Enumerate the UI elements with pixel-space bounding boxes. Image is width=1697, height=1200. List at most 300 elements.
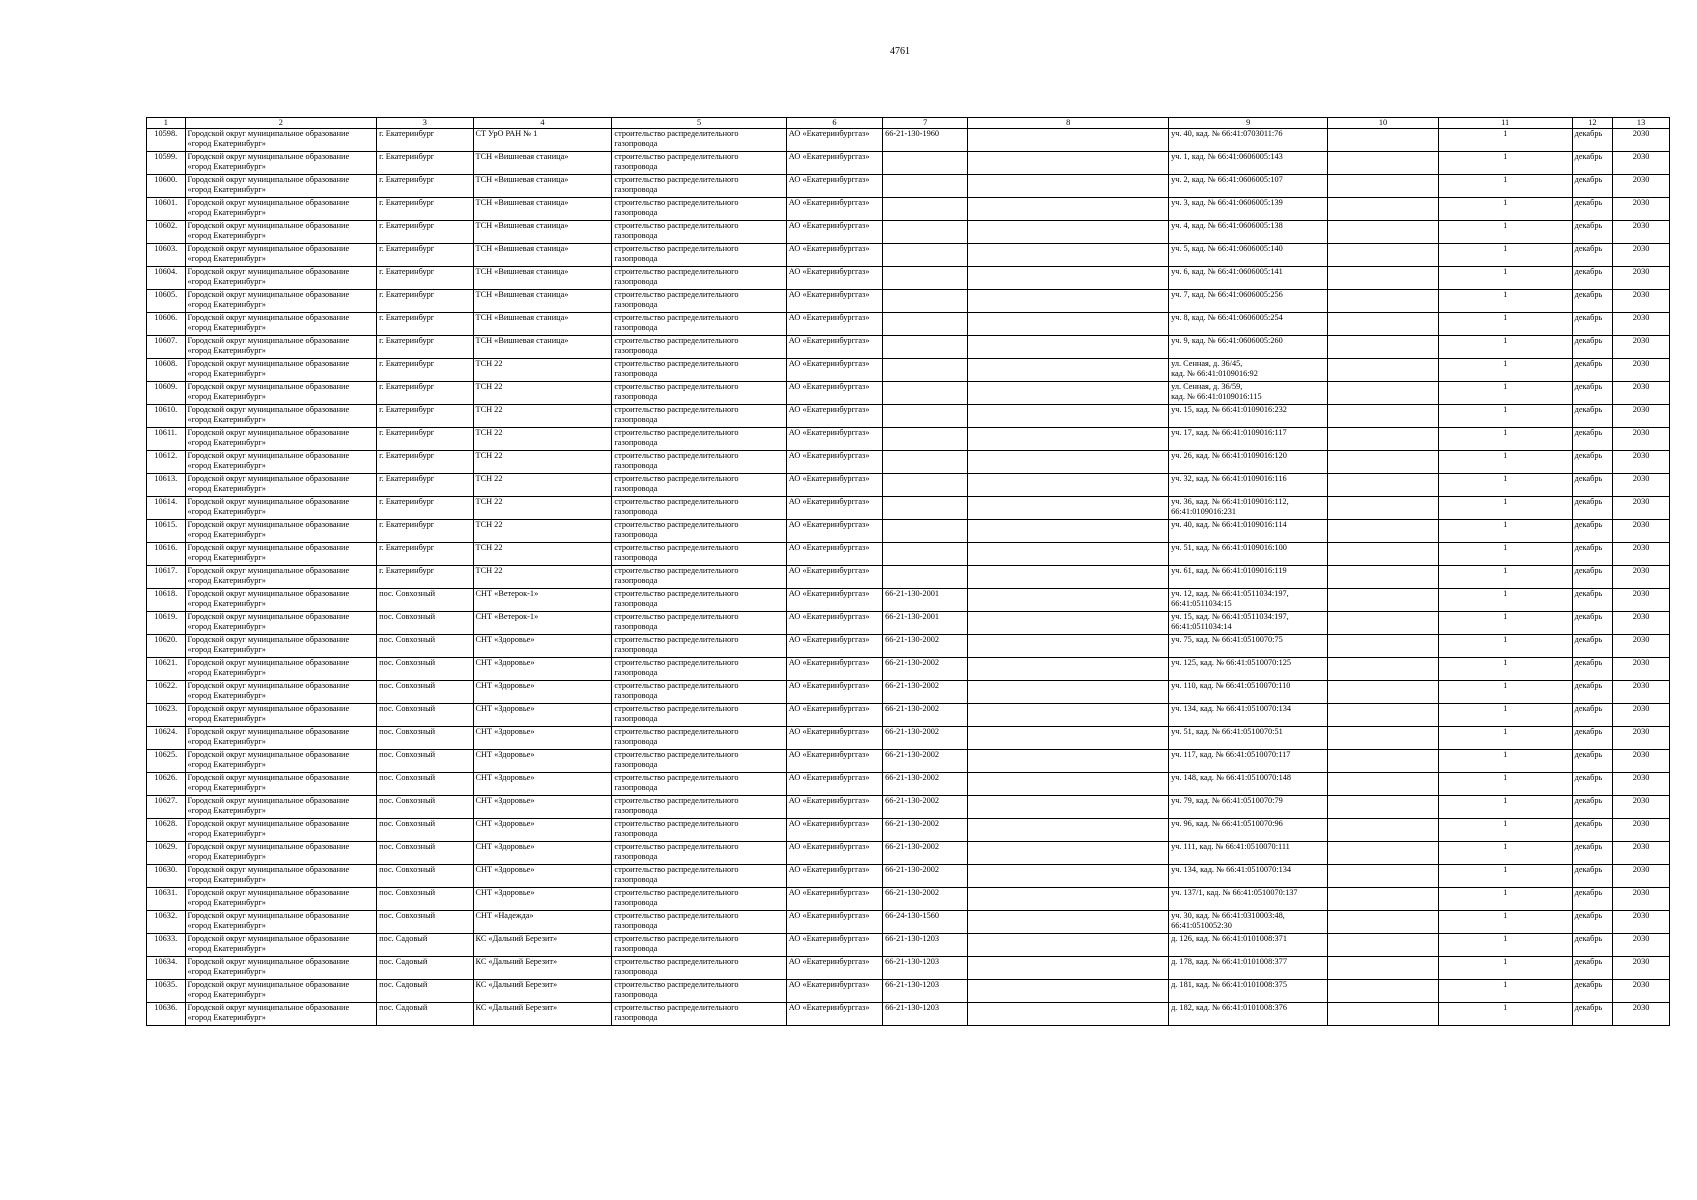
column-8-cell (968, 796, 1169, 819)
municipality-line: «город Екатеринбург» (187, 208, 266, 217)
settlement-cell: г. Екатеринбург (377, 244, 473, 267)
column-10-cell (1328, 773, 1439, 796)
network-code-cell (883, 175, 968, 198)
municipality-cell (185, 336, 377, 359)
work-type-cell (612, 129, 786, 152)
column-8-cell (968, 957, 1169, 980)
quantity-cell: 1 (1438, 382, 1572, 405)
work-type-cell (612, 888, 786, 911)
month-cell: декабрь (1572, 957, 1613, 980)
work-type-cell (612, 474, 786, 497)
column-10-cell (1328, 474, 1439, 497)
network-code-cell: 66-24-130-1560 (883, 911, 968, 934)
settlement-cell: пос. Совхозный (377, 727, 473, 750)
table-row (147, 566, 1670, 589)
settlement-cell: г. Екатеринбург (377, 474, 473, 497)
land-plot-cell (1169, 359, 1328, 382)
row-number: 10606. (147, 313, 186, 336)
year-cell: 2030 (1613, 957, 1670, 980)
column-8-cell (968, 336, 1169, 359)
land-plot-cell (1169, 152, 1328, 175)
month-cell: декабрь (1572, 175, 1613, 198)
land-plot-line: уч. 6, кад. № 66:41:0606005:141 (1171, 267, 1283, 276)
partnership-cell: ТСН 22 (473, 543, 612, 566)
year-cell: 2030 (1613, 566, 1670, 589)
municipality-line: «город Екатеринбург» (187, 898, 266, 907)
row-number: 10622. (147, 681, 186, 704)
municipality-line: «город Екатеринбург» (187, 484, 266, 493)
gas-company-cell: АО «Екатеринбурггаз» (786, 497, 882, 520)
gas-company-cell: АО «Екатеринбурггаз» (786, 566, 882, 589)
column-8-cell (968, 474, 1169, 497)
municipality-cell (185, 129, 377, 152)
row-number: 10613. (147, 474, 186, 497)
column-10-cell (1328, 819, 1439, 842)
land-plot-cell (1169, 865, 1328, 888)
municipality-cell (185, 405, 377, 428)
work-type-cell (612, 1003, 786, 1026)
month-cell: декабрь (1572, 888, 1613, 911)
table-row (147, 911, 1670, 934)
settlement-cell: г. Екатеринбург (377, 520, 473, 543)
quantity-cell: 1 (1438, 175, 1572, 198)
column-8-cell (968, 543, 1169, 566)
work-type-line: строительство распределительного (614, 290, 739, 299)
quantity-cell: 1 (1438, 957, 1572, 980)
network-code-cell: 66-21-130-2001 (883, 589, 968, 612)
work-type-line: строительство распределительного (614, 589, 739, 598)
municipality-line: Городской округ муниципальное образование (187, 313, 350, 322)
land-plot-cell (1169, 658, 1328, 681)
month-cell: декабрь (1572, 152, 1613, 175)
month-cell: декабрь (1572, 290, 1613, 313)
work-type-line: строительство распределительного (614, 750, 739, 759)
partnership-cell: ТСН 22 (473, 382, 612, 405)
municipality-line: «город Екатеринбург» (187, 530, 266, 539)
partnership-cell: СТ УрО РАН № 1 (473, 129, 612, 152)
land-plot-line: уч. 3, кад. № 66:41:0606005:139 (1171, 198, 1283, 207)
work-type-cell (612, 175, 786, 198)
gas-company-cell: АО «Екатеринбурггаз» (786, 865, 882, 888)
network-code-cell: 66-21-130-1203 (883, 1003, 968, 1026)
column-10-cell (1328, 934, 1439, 957)
land-plot-cell (1169, 244, 1328, 267)
gas-company-cell: АО «Екатеринбурггаз» (786, 221, 882, 244)
gas-company-cell: АО «Екатеринбурггаз» (786, 198, 882, 221)
row-number: 10627. (147, 796, 186, 819)
partnership-cell: СНТ «Здоровье» (473, 727, 612, 750)
row-number: 10635. (147, 980, 186, 1003)
work-type-cell (612, 543, 786, 566)
municipality-line: «город Екатеринбург» (187, 254, 266, 263)
land-plot-cell (1169, 819, 1328, 842)
gas-company-cell: АО «Екатеринбурггаз» (786, 313, 882, 336)
partnership-cell: ТСН 22 (473, 474, 612, 497)
municipality-line: «город Екатеринбург» (187, 576, 266, 585)
land-plot-cell (1169, 681, 1328, 704)
work-type-line: строительство распределительного (614, 842, 739, 851)
municipality-line: Городской округ муниципальное образование (187, 221, 350, 230)
year-cell: 2030 (1613, 313, 1670, 336)
row-number: 10630. (147, 865, 186, 888)
partnership-cell: СНТ «Здоровье» (473, 773, 612, 796)
municipality-line: «город Екатеринбург» (187, 691, 266, 700)
row-number: 10602. (147, 221, 186, 244)
network-code-cell (883, 198, 968, 221)
municipality-line: Городской округ муниципальное образование (187, 1003, 350, 1012)
work-type-line: строительство распределительного (614, 198, 739, 207)
quantity-cell: 1 (1438, 520, 1572, 543)
work-type-line: строительство распределительного (614, 543, 739, 552)
work-type-line: строительство распределительного (614, 773, 739, 782)
land-plot-line: уч. 9, кад. № 66:41:0606005:260 (1171, 336, 1283, 345)
month-cell: декабрь (1572, 704, 1613, 727)
month-cell: декабрь (1572, 198, 1613, 221)
land-plot-line: уч. 40, кад. № 66:41:0703011:76 (1171, 129, 1283, 138)
land-plot-cell (1169, 428, 1328, 451)
municipality-line: «город Екатеринбург» (187, 806, 266, 815)
municipality-line: Городской округ муниципальное образование (187, 198, 350, 207)
quantity-cell: 1 (1438, 405, 1572, 428)
gas-company-cell: АО «Екатеринбурггаз» (786, 750, 882, 773)
land-plot-line: уч. 26, кад. № 66:41:0109016:120 (1171, 451, 1287, 460)
work-type-line: строительство распределительного (614, 497, 739, 506)
gas-company-cell: АО «Екатеринбурггаз» (786, 290, 882, 313)
table-row (147, 658, 1670, 681)
quantity-cell: 1 (1438, 681, 1572, 704)
column-8-cell (968, 290, 1169, 313)
municipality-cell (185, 152, 377, 175)
land-plot-line: уч. 30, кад. № 66:41:0310003:48, (1171, 911, 1285, 920)
column-10-cell (1328, 221, 1439, 244)
gas-company-cell: АО «Екатеринбурггаз» (786, 796, 882, 819)
gas-company-cell: АО «Екатеринбурггаз» (786, 405, 882, 428)
land-plot-line: уч. 32, кад. № 66:41:0109016:116 (1171, 474, 1287, 483)
month-cell: декабрь (1572, 635, 1613, 658)
work-type-line: строительство распределительного (614, 957, 739, 966)
row-number: 10623. (147, 704, 186, 727)
row-number: 10625. (147, 750, 186, 773)
year-cell: 2030 (1613, 681, 1670, 704)
land-plot-line: уч. 8, кад. № 66:41:0606005:254 (1171, 313, 1283, 322)
municipality-cell (185, 865, 377, 888)
month-cell: декабрь (1572, 543, 1613, 566)
municipality-cell (185, 221, 377, 244)
table-row (147, 543, 1670, 566)
table-row (147, 382, 1670, 405)
partnership-cell: СНТ «Здоровье» (473, 658, 612, 681)
land-plot-cell (1169, 704, 1328, 727)
quantity-cell: 1 (1438, 359, 1572, 382)
quantity-cell: 1 (1438, 198, 1572, 221)
column-8-cell (968, 658, 1169, 681)
municipality-cell (185, 842, 377, 865)
column-8-cell (968, 152, 1169, 175)
partnership-cell: СНТ «Здоровье» (473, 704, 612, 727)
column-10-cell (1328, 405, 1439, 428)
work-type-cell (612, 267, 786, 290)
land-plot-cell (1169, 1003, 1328, 1026)
network-code-cell (883, 290, 968, 313)
row-number: 10620. (147, 635, 186, 658)
partnership-cell: СНТ «Здоровье» (473, 750, 612, 773)
quantity-cell: 1 (1438, 313, 1572, 336)
column-10-cell (1328, 658, 1439, 681)
partnership-cell: ТСН 22 (473, 520, 612, 543)
settlement-cell: пос. Совхозный (377, 773, 473, 796)
table-row (147, 244, 1670, 267)
land-plot-line: уч. 36, кад. № 66:41:0109016:112, (1171, 497, 1289, 506)
work-type-cell (612, 911, 786, 934)
month-cell: декабрь (1572, 382, 1613, 405)
column-10-cell (1328, 750, 1439, 773)
settlement-cell: г. Екатеринбург (377, 175, 473, 198)
work-type-cell (612, 451, 786, 474)
settlement-cell: г. Екатеринбург (377, 543, 473, 566)
partnership-cell: ТСН «Вишневая станица» (473, 336, 612, 359)
year-cell: 2030 (1613, 359, 1670, 382)
partnership-cell: ТСН «Вишневая станица» (473, 313, 612, 336)
partnership-cell: ТСН 22 (473, 428, 612, 451)
work-type-line: строительство распределительного (614, 382, 739, 391)
month-cell: декабрь (1572, 750, 1613, 773)
gas-company-cell: АО «Екатеринбурггаз» (786, 957, 882, 980)
settlement-cell: пос. Совхозный (377, 888, 473, 911)
work-type-cell (612, 198, 786, 221)
municipality-line: «город Екатеринбург» (187, 185, 266, 194)
settlement-cell: г. Екатеринбург (377, 497, 473, 520)
municipality-line: Городской округ муниципальное образование (187, 405, 350, 414)
work-type-line: газопровода (614, 622, 658, 631)
municipality-cell (185, 681, 377, 704)
gas-company-cell: АО «Екатеринбурггаз» (786, 704, 882, 727)
municipality-line: Городской округ муниципальное образование (187, 612, 350, 621)
work-type-cell (612, 359, 786, 382)
settlement-cell: г. Екатеринбург (377, 359, 473, 382)
land-plot-cell (1169, 911, 1328, 934)
municipality-line: «город Екатеринбург» (187, 346, 266, 355)
land-plot-line: уч. 134, кад. № 66:41:0510070:134 (1171, 865, 1292, 874)
table-row (147, 405, 1670, 428)
column-10-cell (1328, 704, 1439, 727)
network-code-cell (883, 474, 968, 497)
network-code-cell (883, 221, 968, 244)
work-type-line: газопровода (614, 530, 658, 539)
work-type-line: строительство распределительного (614, 911, 739, 920)
column-10-cell (1328, 198, 1439, 221)
work-type-line: газопровода (614, 576, 658, 585)
work-type-line: газопровода (614, 668, 658, 677)
settlement-cell: г. Екатеринбург (377, 198, 473, 221)
municipality-cell (185, 704, 377, 727)
municipality-line: «город Екатеринбург» (187, 783, 266, 792)
table-row (147, 520, 1670, 543)
row-number: 10615. (147, 520, 186, 543)
land-plot-cell (1169, 175, 1328, 198)
month-cell: декабрь (1572, 221, 1613, 244)
municipality-line: «город Екатеринбург» (187, 553, 266, 562)
land-plot-line: кад. № 66:41:0109016:115 (1171, 392, 1262, 401)
year-cell: 2030 (1613, 888, 1670, 911)
municipality-line: «город Екатеринбург» (187, 714, 266, 723)
network-code-cell (883, 313, 968, 336)
quantity-cell: 1 (1438, 589, 1572, 612)
work-type-line: газопровода (614, 461, 658, 470)
land-plot-line: уч. 61, кад. № 66:41:0109016:119 (1171, 566, 1287, 575)
month-cell: декабрь (1572, 934, 1613, 957)
partnership-cell: СНТ «Здоровье» (473, 796, 612, 819)
work-type-line: строительство распределительного (614, 658, 739, 667)
column-10-cell (1328, 1003, 1439, 1026)
work-type-line: газопровода (614, 714, 658, 723)
quantity-cell: 1 (1438, 221, 1572, 244)
quantity-cell: 1 (1438, 612, 1572, 635)
municipality-cell (185, 980, 377, 1003)
land-plot-line: 66:41:0510052:30 (1171, 921, 1232, 930)
municipality-line: Городской округ муниципальное образование (187, 681, 350, 690)
municipality-cell (185, 934, 377, 957)
land-plot-line: уч. 110, кад. № 66:41:0510070:110 (1171, 681, 1291, 690)
municipality-line: Городской округ муниципальное образование (187, 290, 350, 299)
quantity-cell: 1 (1438, 543, 1572, 566)
municipality-line: Городской округ муниципальное образование (187, 451, 350, 460)
quantity-cell: 1 (1438, 451, 1572, 474)
row-number: 10598. (147, 129, 186, 152)
work-type-line: газопровода (614, 967, 658, 976)
settlement-cell: г. Екатеринбург (377, 313, 473, 336)
column-10-cell (1328, 382, 1439, 405)
network-code-cell (883, 520, 968, 543)
partnership-cell: ТСН 22 (473, 359, 612, 382)
land-plot-line: уч. 4, кад. № 66:41:0606005:138 (1171, 221, 1283, 230)
network-code-cell: 66-21-130-2002 (883, 681, 968, 704)
row-number: 10609. (147, 382, 186, 405)
table-row (147, 451, 1670, 474)
month-cell: декабрь (1572, 842, 1613, 865)
column-header: 4 (473, 118, 612, 129)
table-row (147, 842, 1670, 865)
column-8-cell (968, 451, 1169, 474)
column-header: 6 (786, 118, 882, 129)
table-row (147, 175, 1670, 198)
land-plot-cell (1169, 313, 1328, 336)
column-8-cell (968, 428, 1169, 451)
work-type-line: газопровода (614, 300, 658, 309)
municipality-line: «город Екатеринбург» (187, 944, 266, 953)
year-cell: 2030 (1613, 773, 1670, 796)
work-type-cell (612, 428, 786, 451)
row-number: 10633. (147, 934, 186, 957)
municipality-cell (185, 773, 377, 796)
network-code-cell (883, 451, 968, 474)
column-header: 1 (147, 118, 186, 129)
municipality-line: Городской округ муниципальное образование (187, 888, 350, 897)
month-cell: декабрь (1572, 911, 1613, 934)
partnership-cell: СНТ «Здоровье» (473, 819, 612, 842)
work-type-line: газопровода (614, 898, 658, 907)
column-8-cell (968, 267, 1169, 290)
municipality-line: Городской округ муниципальное образование (187, 244, 350, 253)
month-cell: декабрь (1572, 428, 1613, 451)
municipality-cell (185, 451, 377, 474)
land-plot-line: 66:41:0511034:14 (1171, 622, 1232, 631)
table-row (147, 497, 1670, 520)
municipality-cell (185, 658, 377, 681)
work-type-cell (612, 290, 786, 313)
partnership-cell: ТСН «Вишневая станица» (473, 175, 612, 198)
work-type-line: газопровода (614, 990, 658, 999)
partnership-cell: ТСН «Вишневая станица» (473, 198, 612, 221)
month-cell: декабрь (1572, 474, 1613, 497)
municipality-line: «город Екатеринбург» (187, 507, 266, 516)
land-plot-line: ул. Сенная, д. 36/45, (1171, 359, 1243, 368)
land-plot-line: уч. 51, кад. № 66:41:0109016:100 (1171, 543, 1287, 552)
month-cell: декабрь (1572, 589, 1613, 612)
partnership-cell: СНТ «Надежда» (473, 911, 612, 934)
municipality-line: «город Екатеринбург» (187, 921, 266, 930)
work-type-line: строительство распределительного (614, 451, 739, 460)
municipality-cell (185, 888, 377, 911)
work-type-line: строительство распределительного (614, 428, 739, 437)
municipality-line: «город Екатеринбург» (187, 369, 266, 378)
network-code-cell: 66-21-130-1960 (883, 129, 968, 152)
year-cell: 2030 (1613, 474, 1670, 497)
work-type-line: газопровода (614, 369, 658, 378)
settlement-cell: г. Екатеринбург (377, 152, 473, 175)
table-row (147, 957, 1670, 980)
land-plot-cell (1169, 957, 1328, 980)
row-number: 10616. (147, 543, 186, 566)
month-cell: декабрь (1572, 1003, 1613, 1026)
column-10-cell (1328, 451, 1439, 474)
gas-company-cell: АО «Екатеринбурггаз» (786, 129, 882, 152)
partnership-cell: СНТ «Здоровье» (473, 888, 612, 911)
column-10-cell (1328, 635, 1439, 658)
gas-company-cell: АО «Екатеринбурггаз» (786, 359, 882, 382)
network-code-cell: 66-21-130-2002 (883, 727, 968, 750)
column-10-cell (1328, 428, 1439, 451)
municipality-cell (185, 589, 377, 612)
land-plot-cell (1169, 635, 1328, 658)
land-plot-line: уч. 2, кад. № 66:41:0606005:107 (1171, 175, 1283, 184)
column-8-cell (968, 934, 1169, 957)
work-type-cell (612, 313, 786, 336)
column-8-cell (968, 244, 1169, 267)
quantity-cell: 1 (1438, 474, 1572, 497)
municipality-line: Городской округ муниципальное образование (187, 566, 350, 575)
municipality-cell (185, 520, 377, 543)
municipality-cell (185, 198, 377, 221)
row-number: 10608. (147, 359, 186, 382)
municipality-line: Городской округ муниципальное образование (187, 382, 350, 391)
municipality-line: Городской округ муниципальное образование (187, 428, 350, 437)
municipality-line: «город Екатеринбург» (187, 875, 266, 884)
column-8-cell (968, 589, 1169, 612)
work-type-cell (612, 497, 786, 520)
year-cell: 2030 (1613, 934, 1670, 957)
land-plot-line: уч. 117, кад. № 66:41:0510070:117 (1171, 750, 1291, 759)
municipality-line: «город Екатеринбург» (187, 622, 266, 631)
work-type-line: строительство распределительного (614, 727, 739, 736)
quantity-cell: 1 (1438, 934, 1572, 957)
gas-company-cell: АО «Екатеринбурггаз» (786, 428, 882, 451)
work-type-line: газопровода (614, 553, 658, 562)
work-type-cell (612, 980, 786, 1003)
column-10-cell (1328, 336, 1439, 359)
table-row (147, 198, 1670, 221)
municipality-line: Городской округ муниципальное образование (187, 267, 350, 276)
municipality-line: Городской округ муниципальное образование (187, 474, 350, 483)
